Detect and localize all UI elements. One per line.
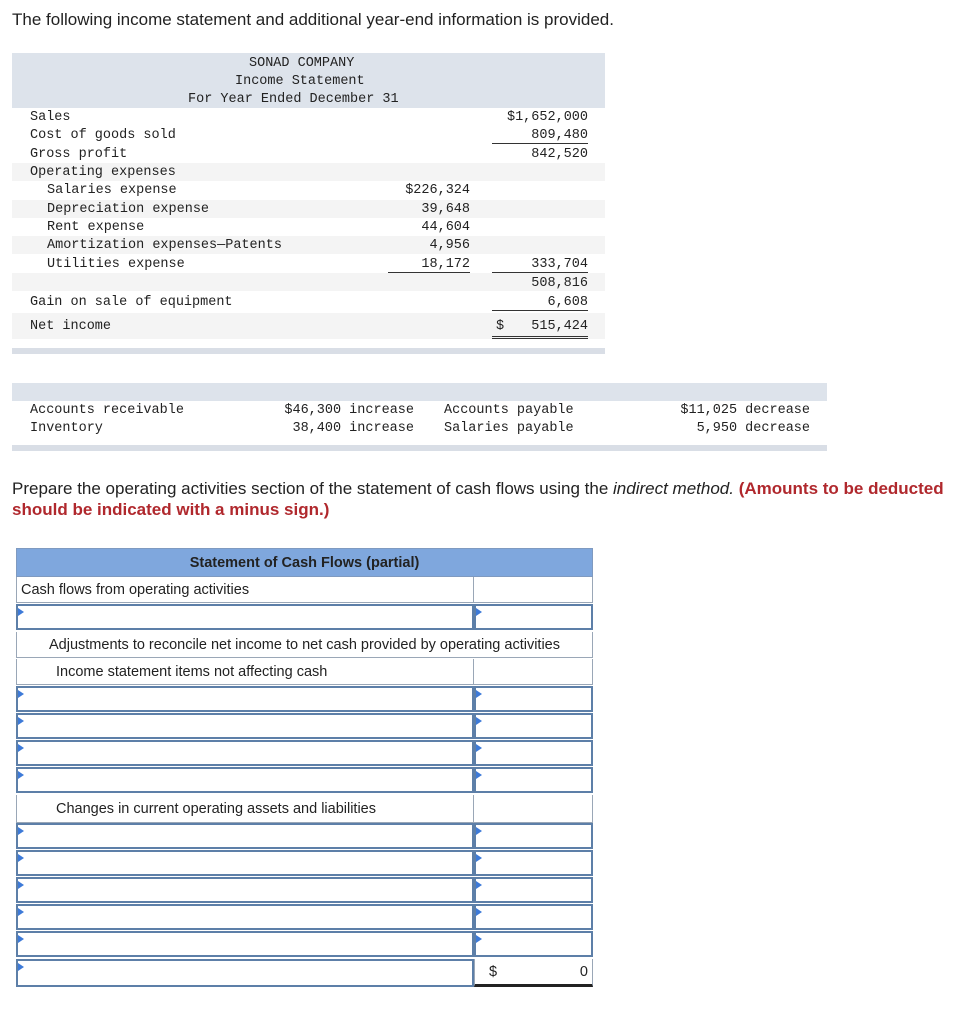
dropdown-arrow-icon <box>18 827 24 835</box>
description-input[interactable] <box>16 604 474 630</box>
amount-input[interactable] <box>474 767 593 793</box>
total-row <box>16 959 593 989</box>
description-input[interactable] <box>16 823 474 849</box>
instructions-text: Prepare the operating activities section of the statement of cash flows using the <box>12 479 614 498</box>
cash-flow-table <box>16 548 593 989</box>
additional-info-bottom-bar <box>12 445 827 451</box>
total-description-input[interactable] <box>16 959 474 987</box>
description-input[interactable] <box>16 877 474 903</box>
intro-text: The following income statement and additional year-end information is provided. <box>12 10 614 29</box>
depreciation-label: Depreciation expense <box>47 202 210 217</box>
amount-input[interactable] <box>474 931 593 957</box>
salaries-label: Salaries expense <box>47 183 177 198</box>
statement-period: For Year Ended December 31 <box>188 92 399 107</box>
statement-title: Income Statement <box>235 74 365 89</box>
instructions-italic: indirect method. <box>613 479 734 498</box>
description-input[interactable] <box>16 767 474 793</box>
section-label: Cash flows from operating activities <box>16 577 474 603</box>
cash-flow-header: Statement of Cash Flows (partial) <box>16 548 593 577</box>
total-opex-value: 333,704 <box>492 257 588 273</box>
total-value: 0 <box>579 964 588 980</box>
gain-value: 6,608 <box>492 295 588 311</box>
rent-value: 44,604 <box>421 220 470 235</box>
description-input[interactable] <box>16 713 474 739</box>
dropdown-arrow-icon <box>476 854 482 862</box>
input-row-4 <box>16 740 593 767</box>
income-statement-bottom-bar <box>12 348 605 354</box>
input-row-10 <box>16 931 593 958</box>
net-income-dollar: $ <box>496 319 505 334</box>
dropdown-arrow-icon <box>18 771 24 779</box>
amount-input[interactable] <box>474 823 593 849</box>
net-income-underline <box>492 319 588 339</box>
gross-profit-value: 842,520 <box>531 147 588 162</box>
cogs-value: 809,480 <box>492 128 588 144</box>
description-input[interactable] <box>16 904 474 930</box>
description-input[interactable] <box>16 850 474 876</box>
dropdown-arrow-icon <box>476 935 482 943</box>
additional-info <box>12 383 827 453</box>
dropdown-arrow-icon <box>476 881 482 889</box>
amount-input[interactable] <box>474 604 593 630</box>
dropdown-arrow-icon <box>18 881 24 889</box>
total-value-cell <box>474 959 593 987</box>
ap-label: Accounts payable <box>444 403 574 418</box>
income-statement <box>12 53 605 355</box>
dropdown-arrow-icon <box>476 771 482 779</box>
input-row-1 <box>16 604 593 631</box>
adjustments-label: Adjustments to reconcile net income to net cash provided by operating activities <box>16 632 593 658</box>
cogs-label: Cost of goods sold <box>30 128 176 143</box>
dropdown-arrow-icon <box>18 963 24 971</box>
salaries-payable-value: 5,950 decrease <box>696 421 810 436</box>
net-income-label: Net income <box>30 319 112 334</box>
salaries-value: $226,324 <box>405 183 470 198</box>
depreciation-value: 39,648 <box>421 202 470 217</box>
inventory-value: 38,400 increase <box>292 421 414 436</box>
additional-info-header <box>12 383 827 401</box>
amount-input[interactable] <box>474 904 593 930</box>
input-row-3 <box>16 713 593 740</box>
inventory-label: Inventory <box>30 421 103 436</box>
input-row-2 <box>16 686 593 713</box>
changes-label: Changes in current operating assets and liabilities <box>16 795 474 823</box>
net-income-value: 515,424 <box>531 319 588 334</box>
amount-input[interactable] <box>474 713 593 739</box>
dropdown-arrow-icon <box>476 717 482 725</box>
dropdown-arrow-icon <box>476 827 482 835</box>
amount-input[interactable] <box>474 877 593 903</box>
adjustments-row <box>16 632 593 659</box>
section-row <box>16 577 593 604</box>
gross-profit-label: Gross profit <box>30 147 128 162</box>
dropdown-arrow-icon <box>476 690 482 698</box>
dropdown-arrow-icon <box>476 744 482 752</box>
changes-row <box>16 795 593 823</box>
amortization-value: 4,956 <box>429 238 470 253</box>
total-dollar: $ <box>489 964 498 980</box>
dropdown-arrow-icon <box>18 935 24 943</box>
gain-label: Gain on sale of equipment <box>30 295 233 310</box>
instructions <box>12 478 952 520</box>
input-row-7 <box>16 850 593 877</box>
changes-value-cell <box>474 795 593 823</box>
description-input[interactable] <box>16 931 474 957</box>
amount-input[interactable] <box>474 686 593 712</box>
section-value-cell <box>474 577 593 603</box>
subtotal-value: 508,816 <box>531 276 588 291</box>
salaries-payable-label: Salaries payable <box>444 421 574 436</box>
utilities-label: Utilities expense <box>47 257 185 272</box>
not-affecting-value-cell <box>474 659 593 685</box>
sales-value: $1,652,000 <box>506 110 588 125</box>
input-row-6 <box>16 823 593 850</box>
dropdown-arrow-icon <box>18 608 24 616</box>
dropdown-arrow-icon <box>18 854 24 862</box>
sales-label: Sales <box>30 110 71 125</box>
not-affecting-row <box>16 659 593 686</box>
description-input[interactable] <box>16 686 474 712</box>
company-name: SONAD COMPANY <box>249 56 355 71</box>
utilities-value: 18,172 <box>388 257 470 273</box>
input-row-5 <box>16 767 593 794</box>
dropdown-arrow-icon <box>18 908 24 916</box>
dropdown-arrow-icon <box>18 744 24 752</box>
amount-input[interactable] <box>474 850 593 876</box>
amount-input[interactable] <box>474 740 593 766</box>
dropdown-arrow-icon <box>18 717 24 725</box>
instructions-red-note: (Amounts to be deducted should be indicated with a minus sign.) <box>12 479 944 519</box>
dropdown-arrow-icon <box>18 690 24 698</box>
rent-label: Rent expense <box>47 220 145 235</box>
ar-value: $46,300 increase <box>284 403 414 418</box>
opex-label: Operating expenses <box>30 165 176 180</box>
description-input[interactable] <box>16 740 474 766</box>
input-row-9 <box>16 904 593 931</box>
input-row-8 <box>16 877 593 904</box>
amortization-label: Amortization expenses—Patents <box>47 238 282 253</box>
dropdown-arrow-icon <box>476 908 482 916</box>
ap-value: $11,025 decrease <box>680 403 810 418</box>
not-affecting-label: Income statement items not affecting cash <box>16 659 474 685</box>
dropdown-arrow-icon <box>476 608 482 616</box>
ar-label: Accounts receivable <box>30 403 184 418</box>
